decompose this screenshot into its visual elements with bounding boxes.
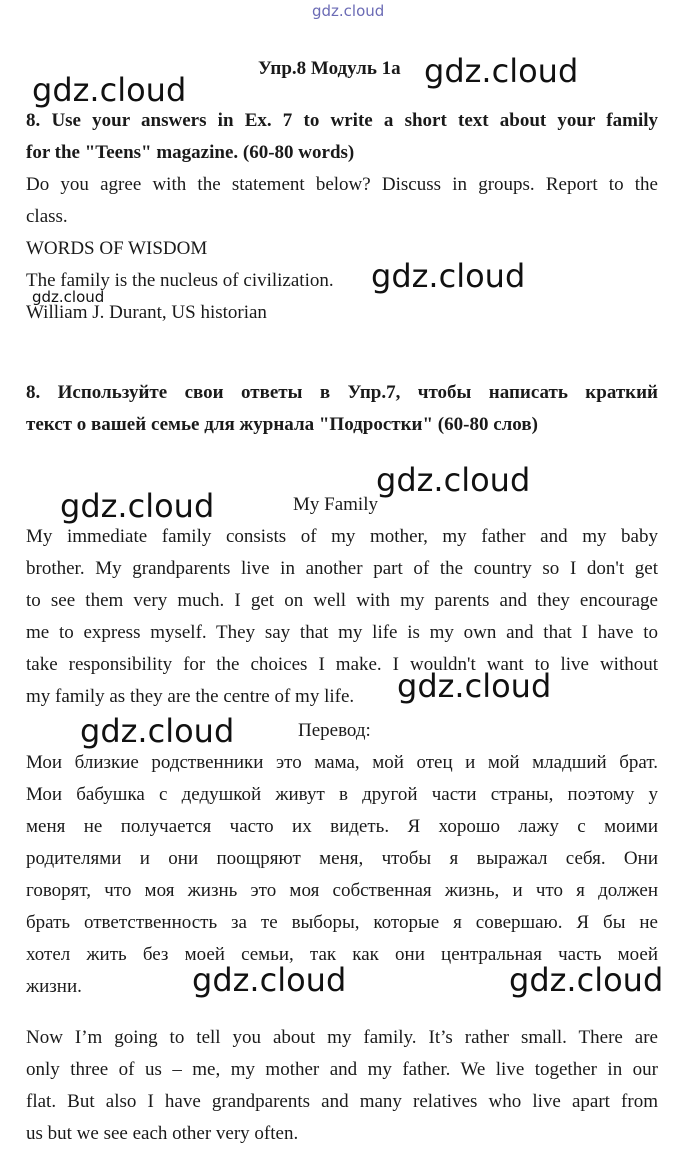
task-en-line: 8. Use your answers in Ex. 7 to write a short text about your family	[26, 110, 658, 131]
essay-title: My Family	[293, 494, 378, 515]
task-ru-line: текст о вашей семье для журнала "Подростки" (60-80 слов)	[26, 414, 538, 435]
translation-line: меня не получается часто их видеть. Я хорошо лажу с моими	[26, 816, 658, 837]
translation-line: хотел жить без моей семьи, так как они центральная часть моей	[26, 944, 658, 965]
essay-line: My immediate family consists of my mother, my father and my baby	[26, 526, 658, 547]
extra-line: flat. But also I have grandparents and many relatives who live apart from	[26, 1091, 658, 1112]
task-en-line: Do you agree with the statement below? Discuss in groups. Report to the	[26, 174, 658, 195]
translation-line: брать ответственность за те выборы, которые я совершаю. Я бы не	[26, 912, 658, 933]
essay-line: to see them very much. I get on well with my parents and they encourage	[26, 590, 658, 611]
watermark: gdz.cloud	[80, 712, 235, 750]
watermark: gdz.cloud	[60, 487, 215, 525]
watermark: gdz.cloud	[376, 461, 531, 499]
essay-line: take responsibility for the choices I make. I wouldn't want to live without	[26, 654, 658, 675]
watermark-top: gdz.cloud	[312, 2, 385, 20]
essay-line: my family as they are the centre of my life.	[26, 686, 355, 707]
watermark: gdz.cloud	[192, 961, 347, 999]
task-en-line: WORDS OF WISDOM	[26, 238, 208, 259]
task-en-line: The family is the nucleus of civilization.	[26, 270, 334, 291]
translation-line: Мои близкие родственники это мама, мой отец и мой младший брат.	[26, 752, 658, 773]
essay-line: me to express myself. They say that my life is my own and that I have to	[26, 622, 658, 643]
essay-line: brother. My grandparents live in another part of the country so I don't get	[26, 558, 658, 579]
translation-line: родителями и они поощряют меня, чтобы я выражал себя. Они	[26, 848, 658, 869]
watermark: gdz.cloud	[32, 71, 187, 109]
task-en-line: for the "Teens" magazine. (60-80 words)	[26, 142, 355, 163]
task-en-line: class.	[26, 206, 68, 227]
extra-line: us but we see each other very often.	[26, 1123, 299, 1144]
task-en-line: William J. Durant, US historian	[26, 302, 267, 323]
extra-line: Now I’m going to tell you about my family. It’s rather small. There are	[26, 1027, 658, 1048]
extra-line: only three of us – me, my mother and my father. We live together in our	[26, 1059, 658, 1080]
translation-line: Мои бабушка с дедушкой живут в другой части страны, поэтому у	[26, 784, 658, 805]
translation-title: Перевод:	[298, 720, 371, 741]
watermark: gdz.cloud	[371, 257, 526, 295]
task-ru-line: 8. Используйте свои ответы в Упр.7, чтобы написать краткий	[26, 382, 658, 403]
watermark: gdz.cloud	[509, 961, 664, 999]
translation-line: говорят, что моя жизнь это моя собственная жизнь, и что я должен	[26, 880, 658, 901]
watermark: gdz.cloud	[424, 52, 579, 90]
watermark: gdz.cloud	[32, 288, 105, 306]
page-header: Упр.8 Модуль 1а	[258, 58, 401, 79]
translation-line: жизни.	[26, 976, 82, 997]
watermark: gdz.cloud	[397, 667, 552, 705]
